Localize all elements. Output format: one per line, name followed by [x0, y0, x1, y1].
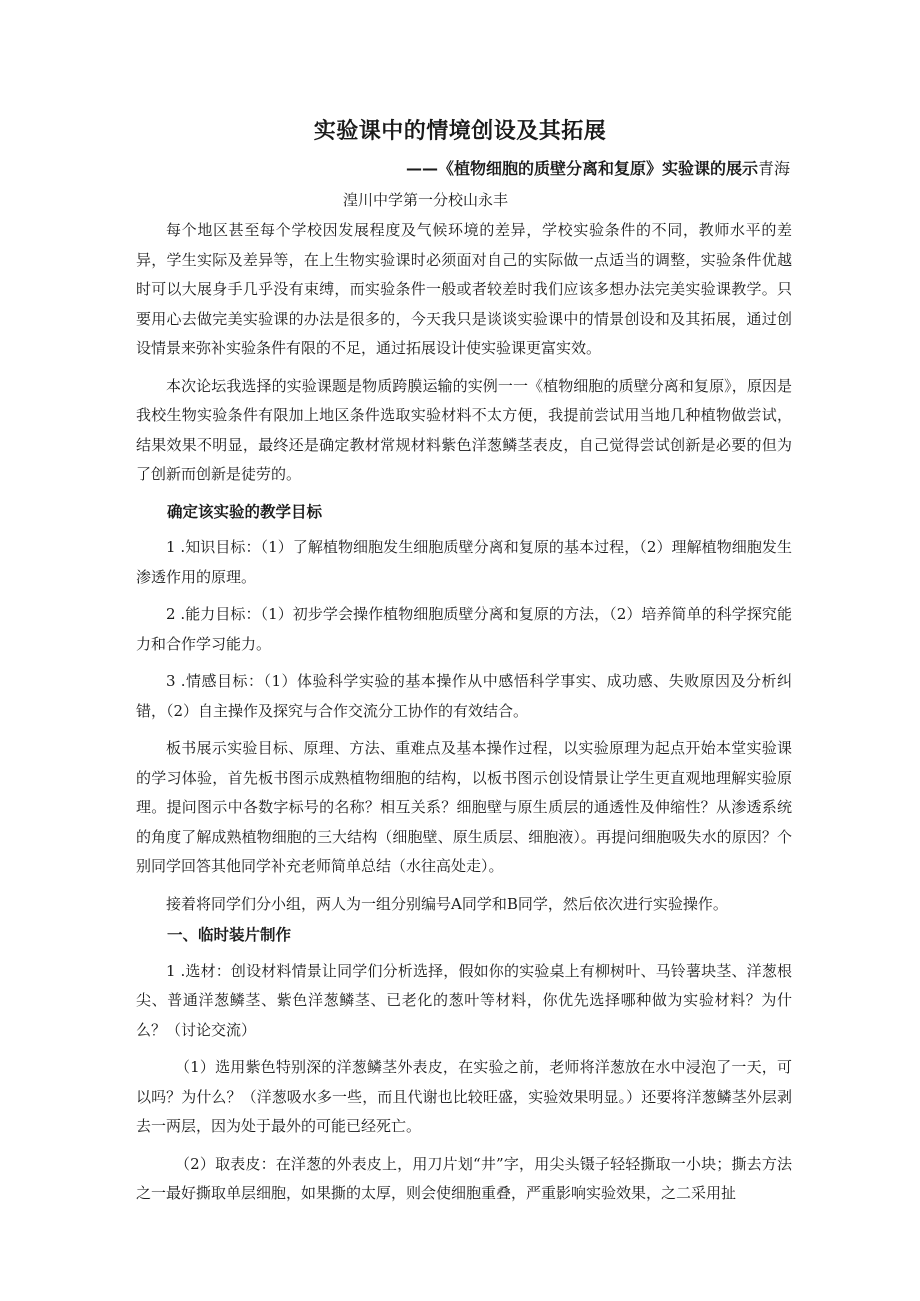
intro-paragraph: 每个地区甚至每个学校因发展程度及气候环境的差异，学校实验条件的不同，教师水平的差异，学生实际及差异等，在上生物实验课时必须面对自己的实际做一点适当的调整，实验条件优越时可以大展身手几乎没有束缚，而实验条件一般或者较差时我们应该多想办法完美实验课教学。只要用心去做完美实验课的办法是很多的，今天我只是谈谈实验课中的情景创设和及其拓展，通过创设情景来弥补实验条件有限的不足，通过拓展设计使实验课更富实效。	[136, 221, 792, 357]
author-line: 湟川中学第一分校山永丰	[343, 191, 509, 209]
section1-heading: 一、临时装片制作	[167, 926, 292, 944]
goal-ability: 2 .能力目标：（1）初步学会操作植物细胞质壁分离和复原的方法，（2）培养简单的科学探究能力和合作学习能力。	[136, 605, 792, 653]
topic-paragraph: 本次论坛我选择的实验课题是物质跨膜运输的实例一一《植物细胞的质壁分离和复原》，原因是我校生物实验条件有限加上地区条件选取实验材料不太方便，我提前尝试用当地几种植物做尝试，结果效果不明显，最终还是确定教材常规材料紫色洋葱鳞茎表皮，自己觉得尝试创新是必要的但为了创新而创新是徒劳的。	[136, 376, 792, 483]
board-paragraph: 板书展示实验目标、原理、方法、重难点及基本操作过程，以实验原理为起点开始本堂实验课的学习体验，首先板书图示成熟植物细胞的结构，以板书图示创设情景让学生更直观地理解实验原理。提问图示中各数字标号的名称？相互关系？细胞壁与原生质层的通透性及伸缩性？从渗透系统的角度了解成熟植物细胞的三大结构（细胞壁、原生质层、细胞液）。再提问细胞吸失水的原因？个别同学回答其他同学补充老师简单总结（水往高处走）。	[136, 739, 792, 875]
section1-item-material: 1 .选材：创设材料情景让同学们分析选择，假如你的实验桌上有柳树叶、马铃薯块茎、洋葱根尖、普通洋葱鳞茎、紫色洋葱鳞茎、已老化的葱叶等材料，你优先选择哪种做为实验材料？为什么？（讨论交流）	[136, 961, 792, 1039]
goal-knowledge: 1 .知识目标：（1）了解植物细胞发生细胞质壁分离和复原的基本过程，（2）理解植物细胞发生渗透作用的原理。	[136, 538, 792, 586]
author-location-prefix: 青海	[757, 159, 790, 178]
section1-subitem-onion: （1）选用紫色特别深的洋葱鳞茎外表皮，在实验之前，老师将洋葱放在水中浸泡了一天，可以吗？为什么？（洋葱吸水多一些，而且代谢也比较旺盛，实验效果明显。）还要将洋葱鳞茎外层剥去一两层，因为处于最外的可能已经死亡。	[136, 1058, 792, 1135]
goal-emotion: 3 .情感目标：（1）体验科学实验的基本操作从中感悟科学事实、成功感、失败原因及分析纠错，（2）自主操作及探究与合作交流分工协作的有效结合。	[136, 672, 792, 720]
goals-heading: 确定该实验的教学目标	[167, 502, 323, 521]
subtitle-text: ——《植物细胞的质壁分离和复原》实验课的展示	[405, 159, 758, 178]
document-body	[136, 216, 792, 1217]
document-subtitle	[330, 156, 790, 179]
section1-subitem-peel: （2）取表皮：在洋葱的外表皮上，用刀片划“井”字，用尖头镊子轻轻撕取一小块；撕去方法之一最好撕取单层细胞，如果撕的太厚，则会使细胞重叠，严重影响实验效果，之二采用扯	[136, 1154, 792, 1202]
group-paragraph: 接着将同学们分小组，两人为一组分别编号A同学和B同学，然后依次进行实验操作。	[166, 894, 728, 913]
document-title: 实验课中的情境创设及其拓展	[313, 119, 607, 144]
